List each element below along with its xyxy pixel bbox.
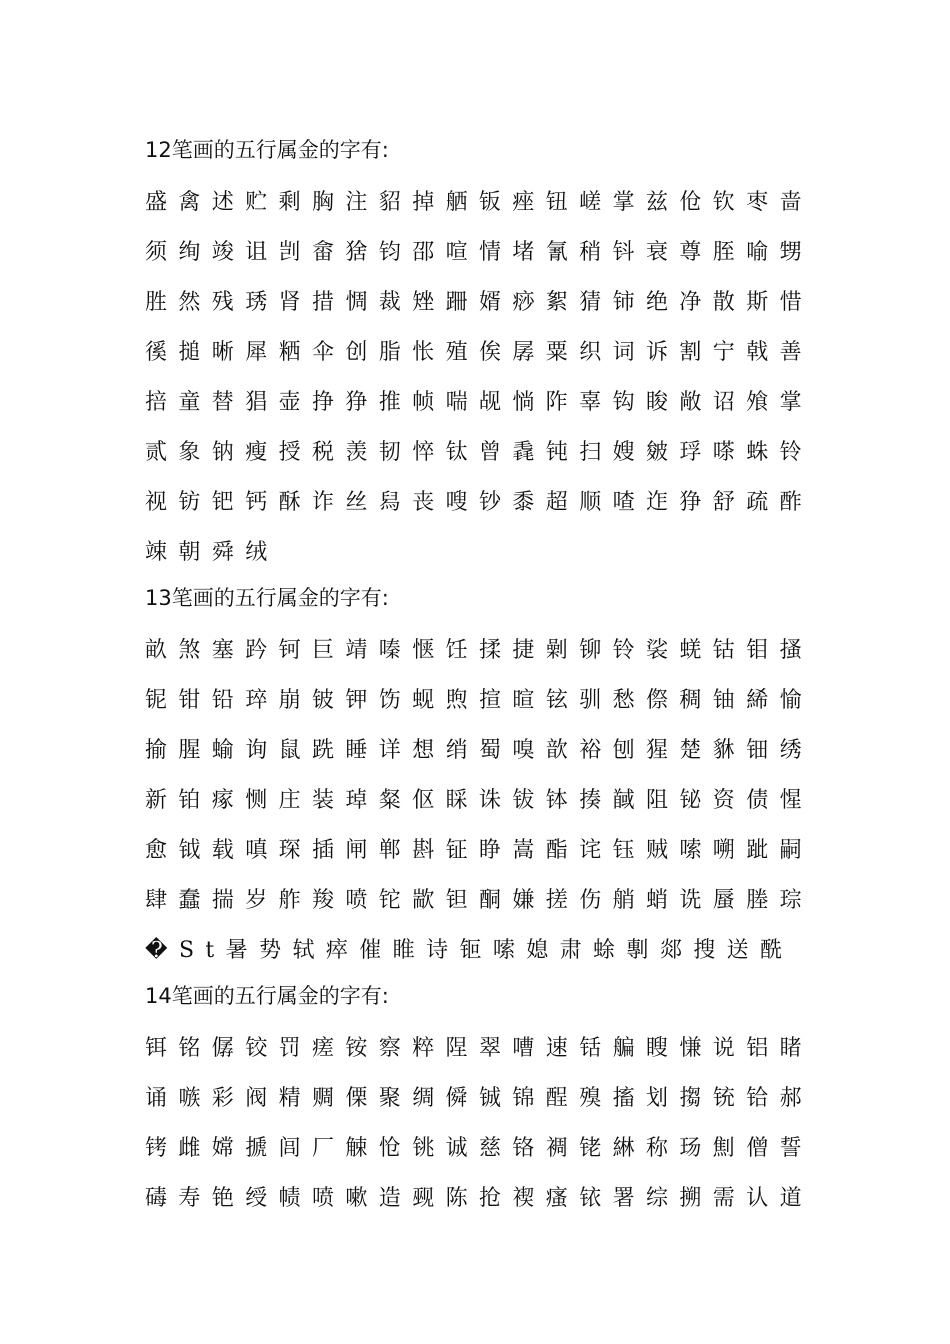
- document-page: [145, 130, 825, 1224]
- section-heading: 14笔画的五行属金的字有:: [145, 984, 389, 1008]
- character-line: 掊童替猖壶挣狰推帧喘觇惝阼辜钩睃敞诏飧掌: [145, 390, 814, 415]
- character-line: 胜然残琇肾措惆裁矬跚婿痧絮猜铈绝净散斯惜: [145, 290, 814, 315]
- character-line: 愈钺载嗔琛插闸郸斟钲睁嵩酯诧钰贼嗦嗍跐嗣: [145, 838, 814, 863]
- character-line: 铌钳铅琗崩铍钾饬蚬煦揎暄铉驯愁傺稠铀絺愉: [145, 688, 814, 713]
- character-line: 新铂瘃恻庄装琸粲伛睬诛钹钵揍馘阻铋资债惺: [145, 788, 814, 813]
- section-13-strokes: [145, 578, 825, 976]
- character-line: 徯搥晰犀粞伞创脂怅殖俟孱粟织词诉割宁戟善: [145, 340, 814, 365]
- section-heading: 13笔画的五行属金的字有:: [145, 586, 389, 610]
- character-line: 盛禽述贮剩胸注貂掉舾钣痤钮嵯掌兹伧钦枣啬: [145, 190, 814, 215]
- character-line: 肆蠢揣岁舴羧喷铊歂钽酮嫌搓伤艄蛸诜蜃塍琮: [145, 888, 814, 913]
- character-line: 铐雌嫦搋闾厂觫怆铫诚慈铬裯铑綝称玚劁僧誓: [145, 1136, 814, 1161]
- character-line: �St暑势轼瘁催睢诗钷嗦媳肃蜍剸郯搜送酰: [145, 938, 794, 963]
- character-line: 须绚竣诅剀畲猞钧邵喧情堵氰稍钭衰尊胵喻甥: [145, 240, 814, 265]
- character-line: 诵嗾彩阀精赒傈聚绸僢铖锦酲殠搐划搊铳铪郝: [145, 1086, 814, 1111]
- character-line: 碡寿铯绶帻喷嗽造觋陈抢褉瘙铱署综搠需认道: [145, 1186, 814, 1211]
- section-14-strokes: [145, 976, 825, 1224]
- character-line: 揄腥蝓询鼠跣睡详想绡蜀嗅歆裕刨猩楚貅钿绣: [145, 738, 814, 763]
- character-line: 视钫钯钙酥诈丝舄丧嗖钞黍超顺喳迮狰舒疏酢: [145, 490, 814, 515]
- character-line: 铒铭僝铰罚瘥铵察粹陧翠嘈速铦艑瞍慊说铝睹: [145, 1036, 814, 1061]
- section-heading: 12笔画的五行属金的字有:: [145, 138, 389, 162]
- character-line: 贰象钠瘦授税羡韧悴钛曾毳钝扫嫂皴琈嗏蛛铃: [145, 440, 814, 465]
- section-12-strokes: [145, 130, 825, 578]
- character-line: 畝煞塞趻钶巨靖嗪惬饪揉捷劋铆铃裟蜣钴钼搔: [145, 638, 814, 663]
- character-line: 竦朝舜绒: [145, 540, 279, 565]
